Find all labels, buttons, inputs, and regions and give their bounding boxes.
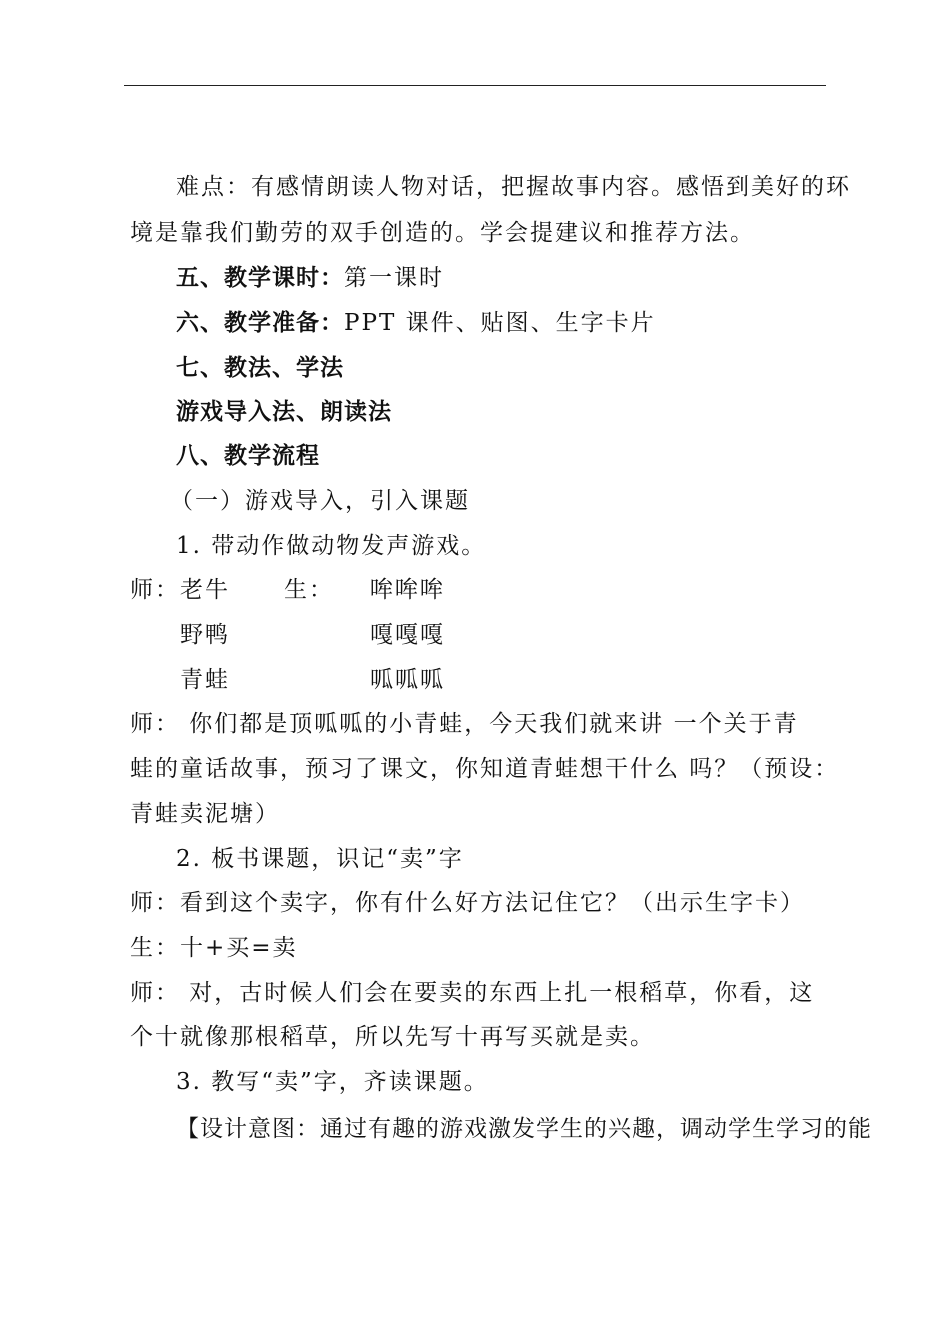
section-5 [176,263,444,293]
dialog-1-line-1: 师： 你们都是顶呱呱的小青蛙，今天我们就来讲 一个关于青 [130,711,799,737]
step-2: 2. 板书课题，识记“卖”字 [176,846,464,872]
step-3: 3. 教写“卖”字，齐读课题。 [176,1069,489,1095]
animal-3: 青蛙 [180,667,230,693]
section-5-heading: 五、教学课时： [176,265,344,291]
animal-1: 老牛 [180,577,230,603]
dialog-2-student: 生：十+买=卖 [130,935,298,961]
part-1-title: （一）游戏导入，引入课题 [170,488,470,514]
difficulty-line-2: 境是靠我们勤劳的双手创造的。学会提建议和推荐方法。 [130,220,755,246]
difficulty-line-1: 难点：有感情朗读人物对话，把握故事内容。感悟到美好的环 [176,174,851,200]
methods-text: 游戏导入法、朗读法 [176,399,392,425]
section-6 [176,308,656,338]
sound-1: 哞哞哞 [370,577,445,603]
student-label: 生： [284,577,334,603]
header-rule [124,85,826,86]
section-6-heading: 六、教学准备： [176,310,344,336]
step-1: 1. 带动作做动物发声游戏。 [176,533,487,559]
animal-2: 野鸭 [180,622,230,648]
sound-2: 嘎嘎嘎 [370,622,445,648]
section-8-heading: 八、教学流程 [176,443,320,469]
teacher-label: 师： [130,577,180,603]
section-7-heading: 七、教法、学法 [176,355,344,381]
dialog-3-line-1: 师： 对，古时候人们会在要卖的东西上扎一根稻草，你看，这 [130,980,815,1006]
dialog-1-line-2: 蛙的童话故事，预习了课文，你知道青蛙想干什么 吗？（预设： [130,756,840,782]
design-intent: 【设计意图：通过有趣的游戏激发学生的兴趣，调动学生学习的能 [176,1116,872,1142]
section-6-text: PPT 课件、贴图、生字卡片 [344,310,656,336]
section-5-text: 第一课时 [344,265,444,291]
dialog-2-teacher: 师：看到这个卖字，你有什么好方法记住它？（出示生字卡） [130,890,805,916]
dialog-1-line-3: 青蛙卖泥塘） [130,801,280,827]
sound-3: 呱呱呱 [370,667,445,693]
dialog-3-line-2: 个十就像那根稻草，所以先写十再写买就是卖。 [130,1024,655,1050]
